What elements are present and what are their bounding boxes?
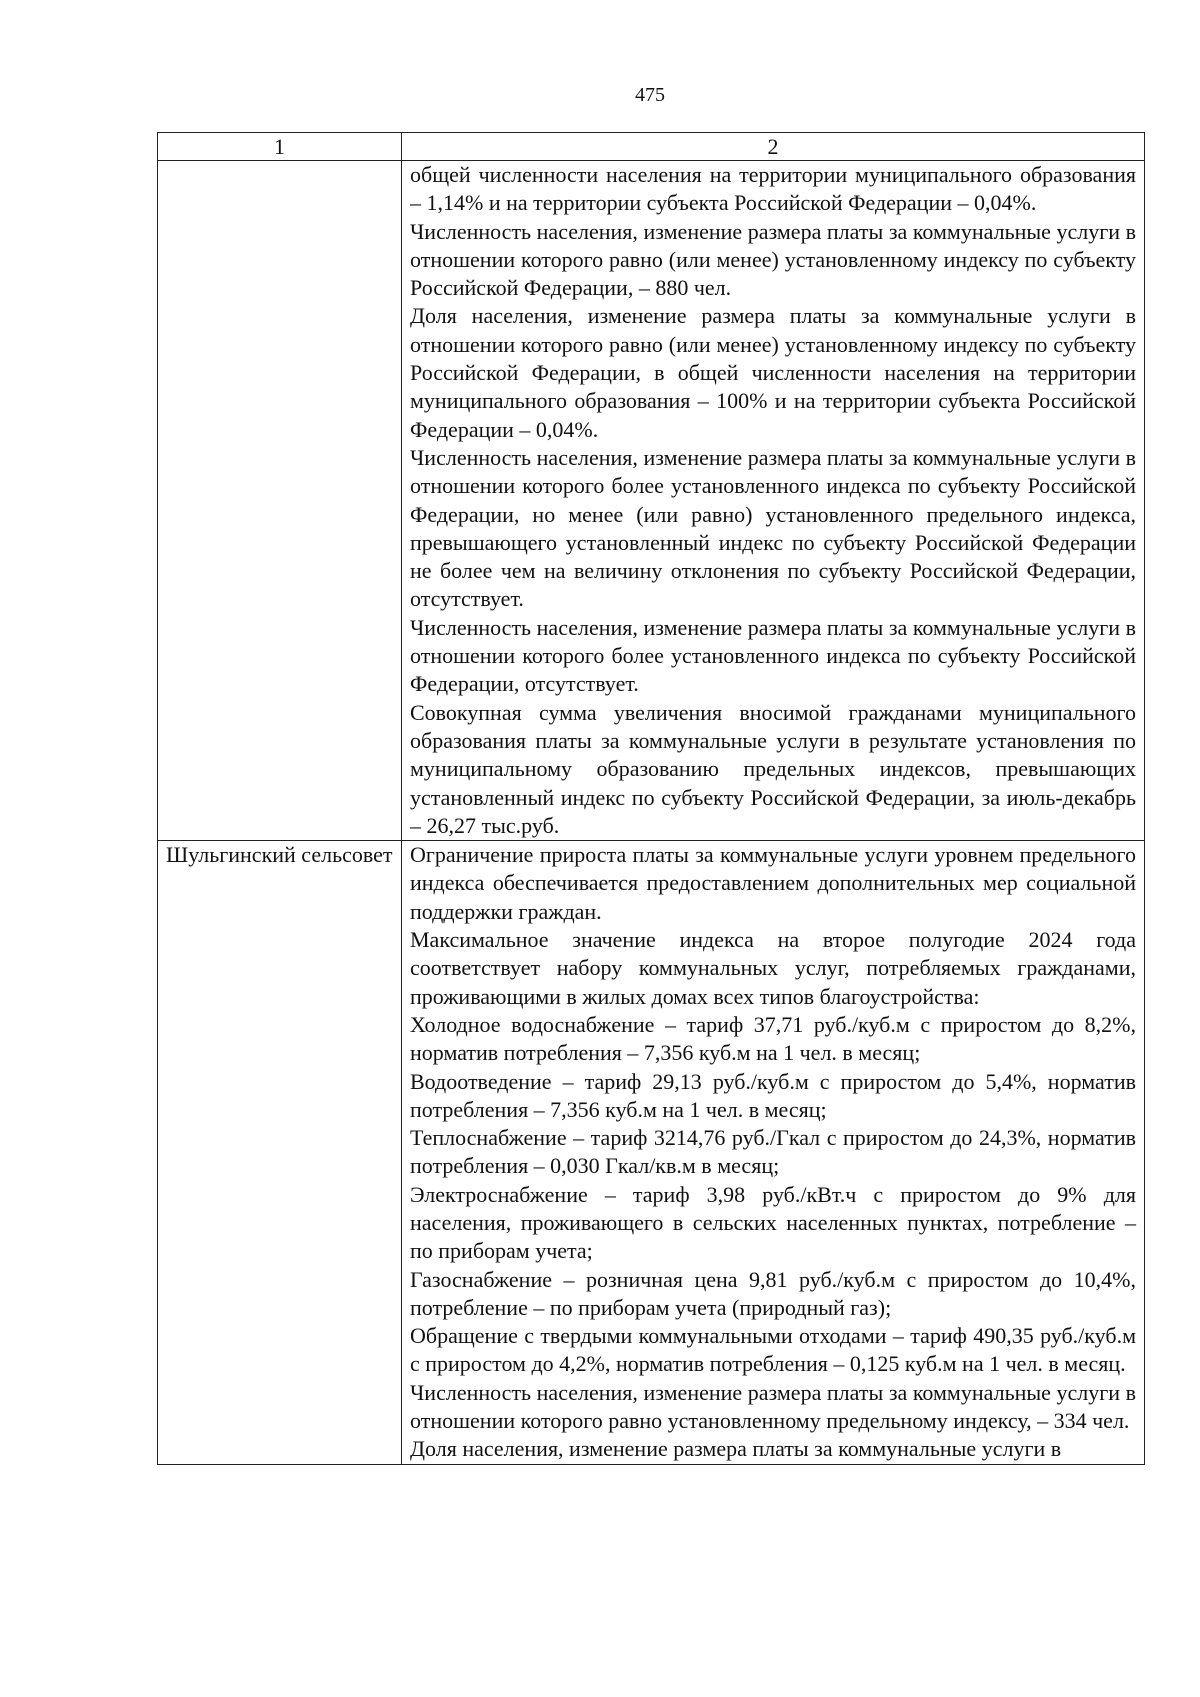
page-number: 475 (635, 84, 665, 106)
region-cell (158, 161, 402, 841)
paragraph: Теплоснабжение – тариф 3214,76 руб./Гкал с приростом до 24,3%, норматив потребления – 0,030 Гкал/кв.м в месяц; (410, 1125, 1136, 1179)
document-table (157, 132, 1145, 1465)
table-row (158, 161, 1145, 841)
paragraph: Холодное водоснабжение – тариф 37,71 руб./куб.м с приростом до 8,2%, норматив потребления – 7,356 куб.м на 1 чел. в месяц; (410, 1011, 1136, 1066)
description-cell (402, 161, 1145, 841)
paragraph: Электроснабжение – тариф 3,98 руб./кВт.ч с приростом до 9% для населения, проживающего в сельских населенных пунктах, потребление – по приборам учета; (410, 1181, 1136, 1264)
paragraph: Водоотведение – тариф 29,13 руб./куб.м с приростом до 5,4%, норматив потребления – 7,356 куб.м на 1 чел. в месяц; (410, 1068, 1136, 1122)
column-header-2: 2 (402, 133, 1145, 161)
paragraph: Численность населения, изменение размера платы за коммунальные услуги в отношении которого более установленного индекса по субъекту Российской Федерации, но менее (или равно) установленного предельного индекса, превышающего установленный индекс по субъекту Российской Федерации не более чем на величину отклонения по субъекту Российской Федерации, отсутствует. (410, 444, 1136, 612)
paragraph: Ограничение прироста платы за коммунальные услуги уровнем предельного индекса обеспечивается предоставлением дополнительных мер социальной поддержки граждан. (410, 842, 1136, 924)
paragraph: общей численности населения на территории муниципального образования – 1,14% и на территории субъекта Российской Федерации – 0,04%. (410, 162, 1136, 216)
paragraph: Доля населения, изменение размера платы за коммунальные услуги в отношении которого равно (или менее) установленному индексу по субъекту Российской Федерации, в общей численности населения на территории муниципального образования – 100% и на территории субъекта Российской Федерации – 0,04%. (410, 303, 1136, 442)
paragraph: Численность населения, изменение размера платы за коммунальные услуги в отношении которого более установленного индекса по субъекту Российской Федерации, отсутствует. (410, 614, 1136, 697)
column-header-1: 1 (158, 133, 402, 161)
region-cell: Шульгинский сельсовет (158, 841, 402, 1465)
paragraph: Максимальное значение индекса на второе полугодие 2024 года соответствует набору коммунальных услуг, потребляемых гражданами, проживающими в жилых домах всех типов благоустройства: (410, 927, 1136, 1009)
table-row (158, 841, 1145, 1465)
paragraph: Газоснабжение – розничная цена 9,81 руб./куб.м с приростом до 10,4%, потребление – по приборам учета (природный газ); (410, 1266, 1136, 1320)
paragraph: Обращение с твердыми коммунальными отходами – тариф 490,35 руб./куб.м с приростом до 4,2%, норматив потребления – 0,125 куб.м на 1 чел. в месяц. (410, 1323, 1136, 1377)
paragraph: Численность населения, изменение размера платы за коммунальные услуги в отношении которого равно (или менее) установленному индексу по субъекту Российской Федерации, – 880 чел. (410, 218, 1136, 301)
table-header-row (158, 133, 1145, 161)
paragraph: Доля населения, изменение размера платы за коммунальные услуги в (410, 1436, 1062, 1462)
paragraph: Численность населения, изменение размера платы за коммунальные услуги в отношении которого равно установленному предельному индексу, – 334 чел. (410, 1379, 1136, 1434)
paragraph: Совокупная сумма увеличения вносимой гражданами муниципального образования платы за коммунальные услуги в результате установления по муниципальному образованию предельных индексов, превышающих установленный индекс по субъекту Российской Федерации, за июль-декабрь – 26,27 тыс.руб. (410, 699, 1136, 838)
description-cell (402, 841, 1145, 1465)
